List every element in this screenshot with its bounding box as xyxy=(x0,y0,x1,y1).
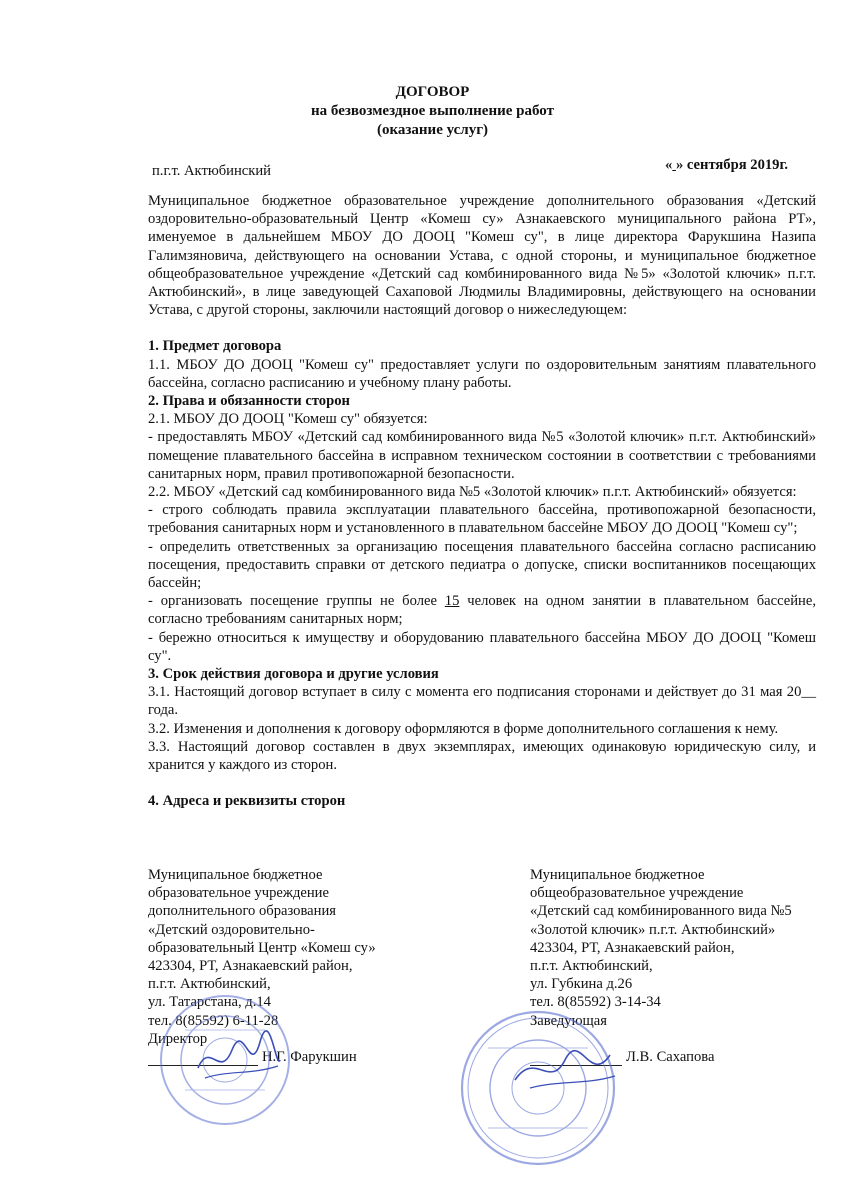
left-line: Муниципальное бюджетное xyxy=(148,867,323,883)
right-line: Заведующая xyxy=(530,1012,607,1029)
clause-3-1: 3.1. Настоящий договор вступает в силу с момента его подписания сторонами и действует до 31 мая 20__ года. xyxy=(148,684,816,719)
section-1-title: 1. Предмет договора xyxy=(148,338,282,355)
right-line: 423304, РТ, Азнакаевский район, xyxy=(530,939,735,956)
left-line: тел. 8(85592) 6-11-28 xyxy=(148,1012,279,1029)
clause-2-2-c-pre: - организовать посещение группы не более xyxy=(148,593,445,610)
right-line: п.г.т. Актюбинский, xyxy=(530,958,653,975)
left-line: Директор xyxy=(148,1030,208,1047)
document-title xyxy=(0,83,865,140)
title-line-3: (оказание услуг) xyxy=(376,122,489,138)
clause-2-2-c xyxy=(148,592,816,628)
section-3-title: 3. Срок действия договора и другие условия xyxy=(148,666,439,683)
left-line: дополнительного образования xyxy=(148,903,336,920)
clause-2-2-a: - строго соблюдать правила эксплуатации плавательного бассейна, противопожарной безопасности, требования санитарных норм и установленного в плавательном бассейне МБОУ ДО ДООЦ "Комеш су"; xyxy=(148,502,816,537)
clause-2-2-c-post: человек на одном занятии в плавательном бассейне, согласно требованиям санитарных норм; xyxy=(148,593,816,628)
date-rest: сентября 2019г. xyxy=(683,157,789,173)
clause-2-1: 2.1. МБОУ ДО ДООЦ "Комеш су" обязуется: xyxy=(148,411,428,428)
right-line: Муниципальное бюджетное xyxy=(530,867,705,883)
right-line: «Золотой ключик» п.г.т. Актюбинский» xyxy=(530,921,776,938)
contract-date xyxy=(665,156,788,174)
right-signer-name: Л.В. Сахапова xyxy=(626,1048,715,1065)
right-line: тел. 8(85592) 3-14-34 xyxy=(530,994,661,1011)
left-signer-name: Н.Г. Фарукшин xyxy=(262,1049,357,1066)
clause-2-2-b: - определить ответственных за организацию посещения плавательного бассейна согласно расписанию посещения, предоставить справки от детского педиатра о допуске, списки воспитанников посещающих бассейн; xyxy=(148,538,816,592)
clause-2-2: 2.2. МБОУ «Детский сад комбинированного вида №5 «Золотой ключик» п.г.т. Актюбинский» обязуется: xyxy=(148,484,797,501)
date-quote-close: » xyxy=(675,157,684,173)
left-line: ул. Татарстана, д.14 xyxy=(148,994,271,1011)
clause-2-1-a: - предоставлять МБОУ «Детский сад комбинированного вида №5 «Золотой ключик» п.г.т. Актюбинский» помещение плавательного бассейна в исправном техническом состоянии в соответствии с требованиями санитарных норм, правил противопожарной безопасности. xyxy=(148,429,816,482)
title-line-2: на безвозмездное выполнение работ xyxy=(311,103,554,119)
right-line: «Детский сад комбинированного вида №5 xyxy=(530,903,792,920)
left-line: п.г.т. Актюбинский, xyxy=(148,976,271,993)
date-quote-open: « xyxy=(665,157,673,173)
left-signature-icon xyxy=(190,1020,285,1090)
contract-place: п.г.т. Актюбинский xyxy=(152,163,271,179)
clause-3-2: 3.2. Изменения и дополнения к договору оформляются в форме дополнительного соглашения к нему. xyxy=(148,720,779,737)
section-4-title: 4. Адреса и реквизиты сторон xyxy=(148,793,346,810)
right-line: ул. Губкина д.26 xyxy=(530,976,633,993)
intro-paragraph: Муниципальное бюджетное образовательное учреждение дополнительного образования «Детский оздоровительно-образовательный Центр «Комеш су» Азнакаевского муниципального района РТ», именуемое в дальнейшем МБОУ ДО ДООЦ "Комеш су", в лице директора Фарукшина Назипа Галимзяновича, действующего на основании Устава, с одной стороны, и муниципальное бюджетное общеобразовательное учреждение «Детский сад комбинированного вида №5» «Золотой ключик» п.г.т. Актюбинский», в лице заведующей Сахаповой Людмилы Владимировны, действующего на основании Устава, с другой стороны, заключили настоящий договор о нижеследующем: xyxy=(148,193,816,319)
clause-1-1: 1.1. МБОУ ДО ДООЦ "Комеш су" предоставляет услуги по оздоровительным занятиям плавательного бассейна, согласно расписанию и учебному плану работы. xyxy=(148,356,816,391)
title-line-1: ДОГОВОР xyxy=(395,84,470,100)
left-line: 423304, РТ, Азнакаевский район, xyxy=(148,958,353,975)
group-size-value: 15 xyxy=(444,593,460,610)
contract-body xyxy=(148,192,816,811)
right-line: общеобразовательное учреждение xyxy=(530,885,744,902)
clause-3-3: 3.3. Настоящий договор составлен в двух экземплярах, имеющих одинаковую юридическую силу, и хранится у каждого из сторон. xyxy=(148,738,816,774)
section-2-title: 2. Права и обязанности сторон xyxy=(148,393,350,410)
left-line: «Детский оздоровительно- xyxy=(148,921,315,938)
clause-2-2-d: - бережно относиться к имуществу и оборудованию плавательного бассейна МБОУ ДО ДООЦ "Комеш су". xyxy=(148,629,816,664)
left-line: образовательное учреждение xyxy=(148,885,329,902)
left-line: образовательный Центр «Комеш су» xyxy=(148,939,376,956)
right-signature-icon xyxy=(510,1040,620,1100)
